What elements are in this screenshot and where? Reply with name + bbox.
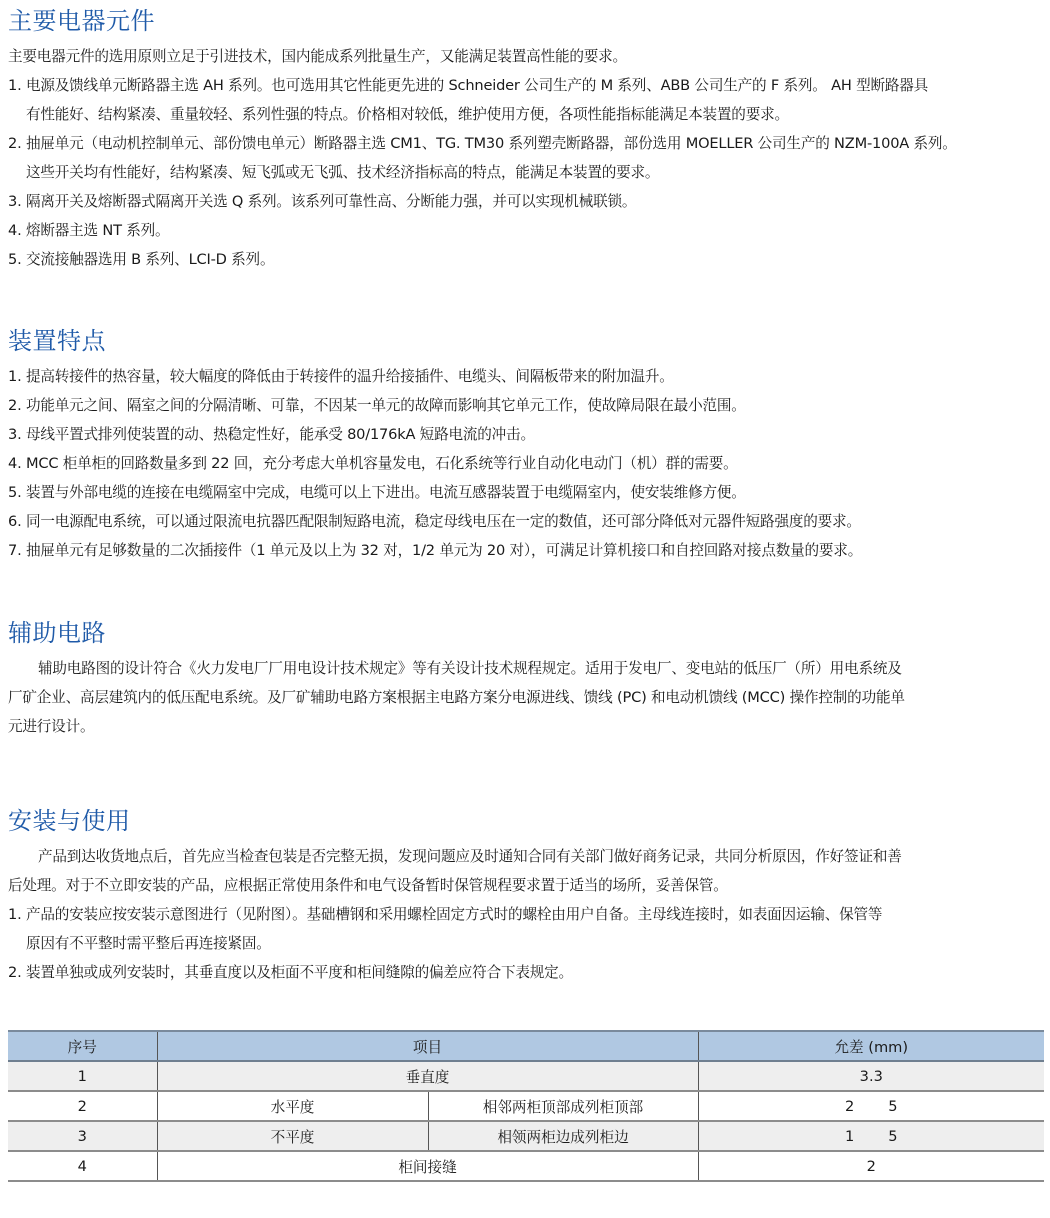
table-row: [8, 1091, 1044, 1121]
section-title: 安装与使用: [8, 807, 131, 835]
tolerance-a: 1: [844, 1127, 855, 1145]
cell-tolerance: [698, 1121, 1044, 1151]
list-item: 5. 交流接触器选用 B 系列、LCI-D 系列。: [8, 251, 275, 268]
section-title: 辅助电路: [8, 619, 106, 647]
cell-tolerance: 2: [698, 1151, 1044, 1181]
paragraph-line: 主要电器元件的选用原则立足于引进技术，国内能成系列批量生产，又能满足装置高性能的要求。: [8, 48, 627, 65]
paragraph-line: 厂矿企业、高层建筑内的低压配电系统。及厂矿辅助电路方案根据主电路方案分电源进线、馈线 (PC) 和电动机馈线 (MCC) 操作控制的功能单: [8, 689, 905, 706]
list-item: 4. MCC 柜单柜的回路数量多到 22 回，充分考虑大单机容量发电，石化系统等行业自动化电动门（机）群的需要。: [8, 455, 738, 472]
tolerance-a: 2: [844, 1097, 855, 1115]
list-item: 3. 隔离开关及熔断器式隔离开关选 Q 系列。该系列可靠性高、分断能力强，并可以实现机械联锁。: [8, 193, 637, 210]
list-item: 1. 电源及馈线单元断路器主选 AH 系列。也可选用其它性能更先进的 Schneider 公司生产的 M 系列、ABB 公司生产的 F 系列。 AH 型断路器具: [8, 77, 929, 94]
header-no: 序号: [8, 1031, 157, 1061]
cell-tolerance: 3.3: [698, 1061, 1044, 1091]
paragraph-line: 元进行设计。: [8, 718, 95, 735]
section-title: 主要电器元件: [8, 7, 155, 35]
cell-item: 柜间接缝: [157, 1151, 698, 1181]
cell-item: 不平度: [157, 1121, 428, 1151]
list-item-continuation: 原因有不平整时需平整后再连接紧固。: [26, 935, 271, 952]
list-item: 4. 熔断器主选 NT 系列。: [8, 222, 170, 239]
cell-item: 垂直度: [157, 1061, 698, 1091]
list-item: 2. 抽屉单元（电动机控制单元、部份馈电单元）断路器主选 CM1、TG. TM30 系列塑壳断路器，部份选用 MOELLER 公司生产的 NZM-100A 系列。: [8, 135, 957, 152]
section-aux-circuit: [8, 618, 1044, 741]
section-features: [8, 326, 1044, 565]
tolerance-table: [8, 1030, 1044, 1182]
cell-no: 4: [8, 1151, 157, 1181]
list-item: 5. 装置与外部电缆的连接在电缆隔室中完成，电缆可以上下进出。电流互感器装置于电缆隔室内，使安装维修方便。: [8, 484, 746, 501]
table-header-row: [8, 1031, 1044, 1061]
section-main-components: [8, 6, 1044, 274]
paragraph-line: 后处理。对于不立即安装的产品，应根据正常使用条件和电气设备暂时保管规程要求置于适当的场所，妥善保管。: [8, 877, 728, 894]
cell-no: 2: [8, 1091, 157, 1121]
list-item: 1. 提高转接件的热容量，较大幅度的降低由于转接件的温升给接插件、电缆头、间隔板带来的附加温升。: [8, 368, 674, 385]
list-item: 2. 功能单元之间、隔室之间的分隔清晰、可靠，不因某一单元的故障而影响其它单元工作，使故障局限在最小范围。: [8, 397, 746, 414]
tolerance-b: 5: [888, 1127, 898, 1145]
cell-no: 3: [8, 1121, 157, 1151]
list-item-continuation: 有性能好、结构紧凑、重量较轻、系列性强的特点。价格相对较低，维护使用方便，各项性能指标能满足本装置的要求。: [26, 106, 789, 123]
cell-item: 水平度: [157, 1091, 428, 1121]
tolerance-b: 5: [888, 1097, 898, 1115]
cell-sub-item: 相领两柜边成列柜边: [428, 1121, 698, 1151]
section-installation: [8, 806, 1044, 987]
table-row: [8, 1151, 1044, 1181]
cell-tolerance: [698, 1091, 1044, 1121]
list-item: 2. 装置单独或成列安装时，其垂直度以及柜面不平度和柜间缝隙的偏差应符合下表规定。: [8, 964, 573, 981]
list-item-continuation: 这些开关均有性能好，结构紧凑、短飞弧或无飞弧、技术经济指标高的特点，能满足本装置的要求。: [26, 164, 660, 181]
list-item: 3. 母线平置式排列使装置的动、热稳定性好，能承受 80/176kA 短路电流的冲击。: [8, 426, 535, 443]
paragraph-line: 产品到达收货地点后，首先应当检查包装是否完整无损，发现问题应及时通知合同有关部门做好商务记录，共同分析原因，作好签证和善: [38, 848, 902, 865]
list-item: 1. 产品的安装应按安装示意图进行（见附图）。基础槽钢和采用螺栓固定方式时的螺栓由用户自备。主母线连接时，如表面因运输、保管等: [8, 906, 883, 923]
section-title: 装置特点: [8, 327, 106, 355]
cell-no: 1: [8, 1061, 157, 1091]
list-item: 6. 同一电源配电系统，可以通过限流电抗器匹配限制短路电流，稳定母线电压在一定的数值，还可部分降低对元器件短路强度的要求。: [8, 513, 861, 530]
table-row: [8, 1061, 1044, 1091]
table-row: [8, 1121, 1044, 1151]
header-item: 项目: [157, 1031, 698, 1061]
paragraph-line: 辅助电路图的设计符合《火力发电厂厂用电设计技术规定》等有关设计技术规程规定。适用于发电厂、变电站的低压厂（所）用电系统及: [38, 660, 902, 677]
header-tolerance: 允差 (mm): [698, 1031, 1044, 1061]
cell-sub-item: 相邻两柜顶部成列柜顶部: [428, 1091, 698, 1121]
list-item: 7. 抽屉单元有足够数量的二次插接件（1 单元及以上为 32 对，1/2 单元为 20 对），可满足计算机接口和自控回路对接点数量的要求。: [8, 542, 863, 559]
